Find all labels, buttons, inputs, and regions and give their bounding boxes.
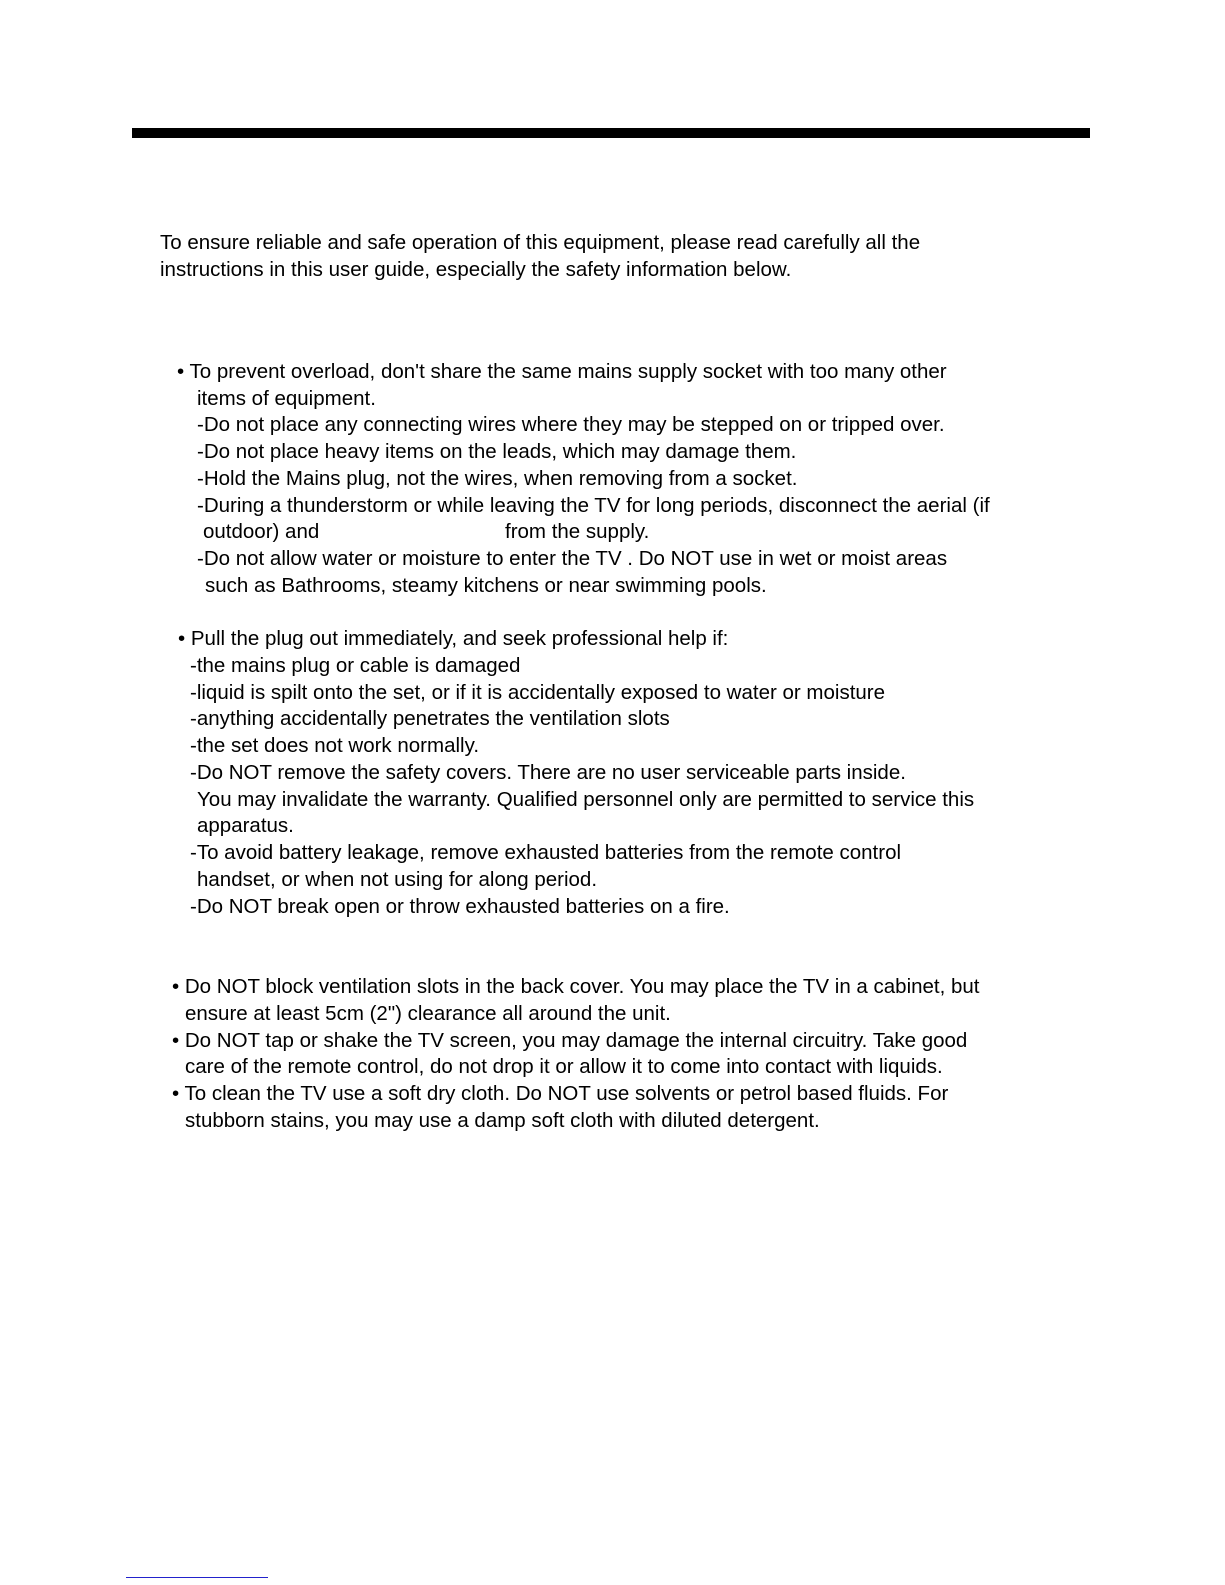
section1-line-1: • To prevent overload, don't share the same mains supply socket with too many other xyxy=(177,360,947,383)
section1-line-5: -Hold the Mains plug, not the wires, when removing from a socket. xyxy=(197,467,798,490)
section1-line-3: -Do not place any connecting wires where they may be stepped on or tripped over. xyxy=(197,413,945,436)
section1-line-9: such as Bathrooms, steamy kitchens or near swimming pools. xyxy=(205,574,767,597)
section3-line-3: • Do NOT tap or shake the TV screen, you may damage the internal circuitry. Take good xyxy=(172,1029,968,1052)
section2-line-9: -To avoid battery leakage, remove exhausted batteries from the remote control xyxy=(190,841,902,864)
section2-line-3: -liquid is spilt onto the set, or if it is accidentally exposed to water or moisture xyxy=(190,681,886,704)
section2-line-11: -Do NOT break open or throw exhausted batteries on a fire. xyxy=(190,895,730,918)
section1-line-2: items of equipment. xyxy=(197,387,376,410)
section2-line-4: -anything accidentally penetrates the ventilation slots xyxy=(190,707,670,730)
section2-line-10: handset, or when not using for along period. xyxy=(197,868,598,891)
section3-line-5: • To clean the TV use a soft dry cloth. Do NOT use solvents or petrol based fluids. For xyxy=(172,1082,949,1105)
section1-line-4: -Do not place heavy items on the leads, which may damage them. xyxy=(197,440,797,463)
section1-line-6: -During a thunderstorm or while leaving the TV for long periods, disconnect the aerial (if xyxy=(197,494,990,517)
section2-line-5: -the set does not work normally. xyxy=(190,734,480,757)
section2-line-6: -Do NOT remove the safety covers. There are no user serviceable parts inside. xyxy=(190,761,906,784)
section3-line-1: • Do NOT block ventilation slots in the back cover. You may place the TV in a cabinet, but xyxy=(172,975,980,998)
section2-line-2: -the mains plug or cable is damaged xyxy=(190,654,521,677)
section2-line-1: • Pull the plug out immediately, and seek professional help if: xyxy=(178,627,729,650)
section1-line-8: -Do not allow water or moisture to enter the TV . Do NOT use in wet or moist areas xyxy=(197,547,948,570)
section1-line-7a: outdoor) and xyxy=(203,520,320,543)
section3-line-4: care of the remote control, do not drop it or allow it to come into contact with liquids. xyxy=(185,1055,943,1078)
section1-line-7b: from the supply. xyxy=(505,520,650,543)
section2-line-8: apparatus. xyxy=(197,814,294,837)
section2-line-7: You may invalidate the warranty. Qualified personnel only are permitted to service this xyxy=(197,788,975,811)
intro-line-2: instructions in this user guide, especially the safety information below. xyxy=(160,258,792,281)
section3-line-6: stubborn stains, you may use a damp soft cloth with diluted detergent. xyxy=(185,1109,820,1132)
section3-line-2: ensure at least 5cm (2") clearance all around the unit. xyxy=(185,1002,671,1025)
intro-line-1: To ensure reliable and safe operation of this equipment, please read carefully all the xyxy=(160,231,921,254)
bottom-link-underline xyxy=(126,1577,268,1578)
